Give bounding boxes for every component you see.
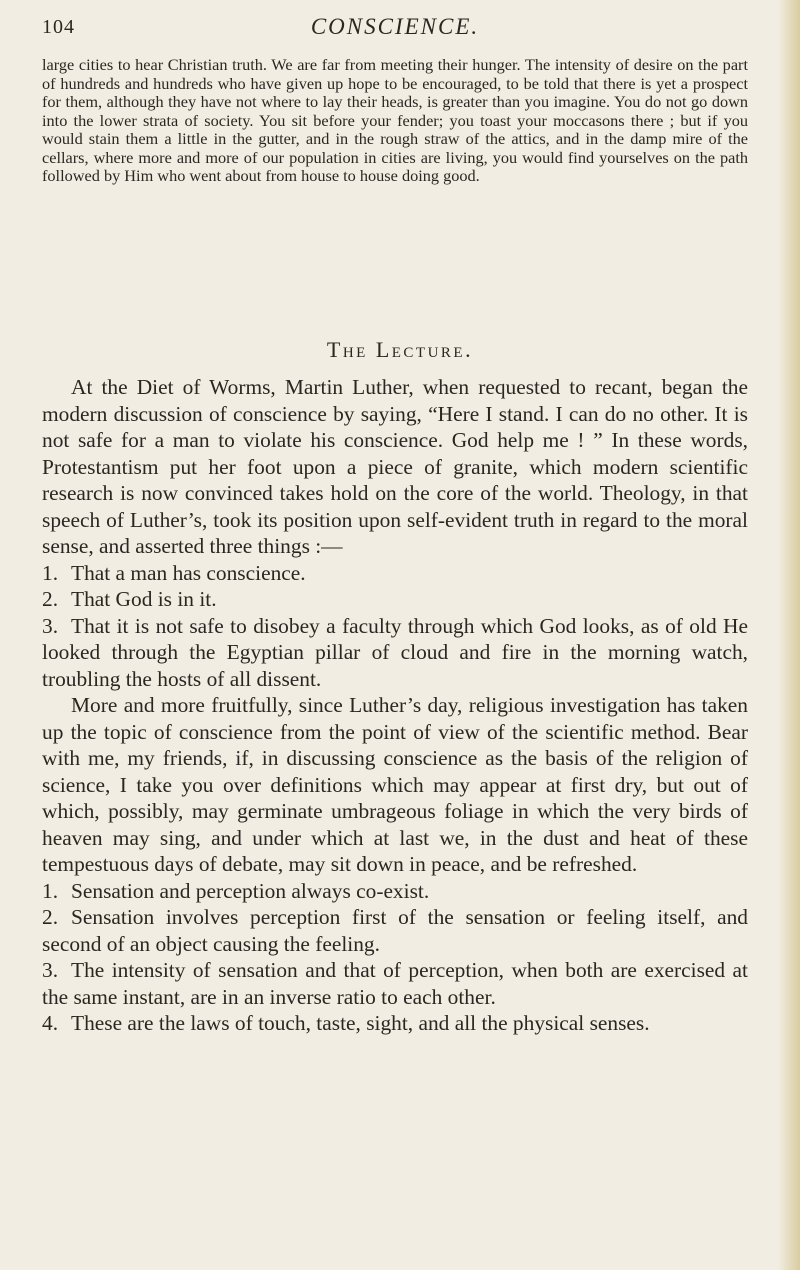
list-text: That a man has conscience.: [71, 560, 306, 585]
lecture-paragraph-2: More and more fruitfully, since Luther’s day, religious investigation has taken up the topic of conscience from the point of view of the scientific method. Bear with me, my friends, if, in discussing conscience as the basis of the religion of science, I take you over definitions which may appear at first dry, but out of which, possibly, may germinate umbrageous foliage in which the very birds of heaven may sing, and under which at last we, in the dust and heat of these tempestuous days of debate, may sit down in peace, and be refreshed.: [42, 693, 748, 876]
list-item: [42, 1010, 748, 1037]
assertion-list: [42, 560, 748, 693]
section-heading: The Lecture.: [326, 337, 474, 362]
running-title: CONSCIENCE.: [310, 14, 480, 39]
lecture-paragraph-1: At the Diet of Worms, Martin Luther, when requested to recant, began the modern discussion of conscience by saying, “Here I stand. I can do no other. It is not safe for a man to violate his conscience. God help me ! ” In these words, Protestantism put her foot upon a piece of granite, which modern scientific research is now convinced takes hold on the core of the world. Theology, in that speech of Luther’s, took its position upon self-evident truth in regard to the moral sense, and asserted three things :—: [42, 375, 748, 558]
list-item: [42, 560, 748, 587]
list-item: [42, 957, 748, 1010]
list-text: Sensation and perception always co-exist.: [71, 878, 430, 903]
list-item: [42, 878, 748, 905]
list-number: 4.: [42, 1011, 59, 1035]
lecture-body: [42, 374, 748, 1037]
list-text: The intensity of sensation and that of perception, when both are exercised at the same instant, are in an inverse ratio to each other.: [42, 958, 748, 1009]
list-number: 1.: [42, 878, 59, 903]
list-number: 2.: [42, 905, 59, 929]
list-number: 2.: [42, 587, 59, 611]
list-text: These are the laws of touch, taste, sight, and all the physical senses.: [71, 1011, 650, 1035]
list-text: Sensation involves perception first of the sensation or feeling itself, and second of an object causing the feeling.: [42, 905, 748, 956]
list-item: [42, 586, 748, 613]
laws-list: [42, 878, 748, 1037]
list-item: [42, 904, 748, 957]
list-number: 1.: [42, 560, 59, 585]
page-number: 104: [42, 16, 75, 38]
page-header: [42, 10, 748, 48]
list-text: That it is not safe to disobey a faculty through which God looks, as of old He looked through the Egyptian pillar of cloud and fire in the morning watch, troubling the hosts of all dissent.: [42, 613, 748, 691]
list-item: [42, 613, 748, 693]
list-number: 3.: [42, 613, 59, 638]
list-text: That God is in it.: [71, 587, 217, 611]
list-number: 3.: [42, 958, 59, 982]
page-edge-shadow: [778, 0, 800, 1270]
prelude-paragraph: large cities to hear Christian truth. We are far from meeting their hunger. The intensity of desire on the part of hundreds and hundreds who have given up hope to be encouraged, to be told that there is yet a prospect for them, although they have not where to lay their heads, is greater than you imagine. You do not go down into the lower strata of society. You sit before your fender; you toast your moccasons there ; but if you would stain them a little in the gutter, and in the rough straw of the attics, and in the damp mire of the cellars, where more and more of our population in cities are living, you would find yourselves on the path followed by Him who went about from house to house doing good.: [42, 55, 748, 185]
prelude-section: [42, 56, 748, 186]
